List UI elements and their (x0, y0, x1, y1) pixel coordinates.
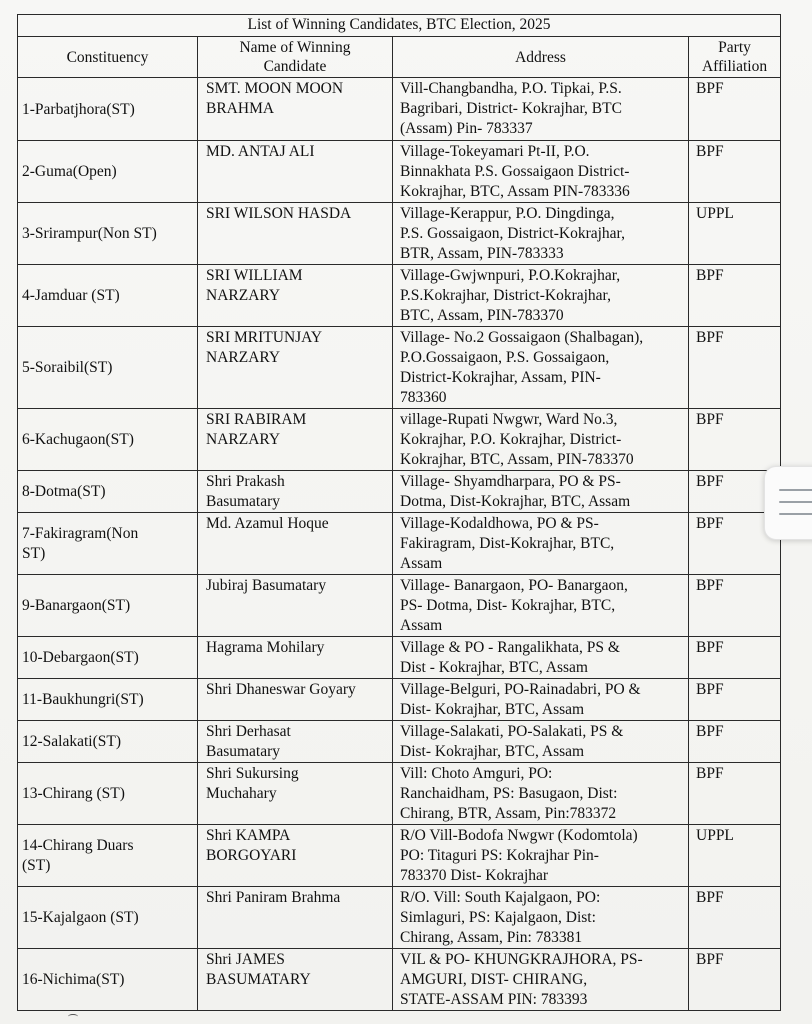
candidate-name-cell-line: Hagrama Mohilary (206, 639, 325, 656)
candidate-name-cell (198, 203, 393, 265)
address-cell-line: Simlaguri, PS: Kajalgaon, Dist: (400, 909, 596, 926)
candidate-name-cell-line: BASUMATARY (206, 971, 311, 988)
address-cell (393, 763, 689, 825)
constituency-cell (18, 721, 198, 763)
address-cell-line: Dist- Kokrajhar, BTC, Assam (400, 743, 585, 760)
candidate-name-cell-line: Basumatary (206, 493, 281, 510)
table-row (18, 763, 781, 825)
address-cell-line: Ranchaidham, PS: Basugaon, Dist: (400, 785, 618, 802)
candidate-name-cell-line: MD. ANTAJ ALI (206, 143, 315, 160)
header-party-line1: Party (718, 39, 751, 56)
candidate-name-cell-line: NARZARY (206, 287, 281, 304)
candidate-name-cell-line: Shri Dhaneswar Goyary (206, 681, 356, 698)
constituency-cell (18, 327, 198, 409)
constituency-cell-line: 10-Debargaon(ST) (22, 649, 139, 666)
constituency-cell (18, 887, 198, 949)
address-cell (393, 327, 689, 409)
party-cell: BPF (689, 679, 781, 721)
constituency-cell (18, 265, 198, 327)
constituency-cell (18, 949, 198, 1011)
constituency-cell (18, 409, 198, 471)
address-cell-line: R/O Vill-Bodofa Nwgwr (Kodomtola) (400, 827, 638, 844)
table-body (18, 78, 781, 1011)
header-name (198, 37, 393, 78)
address-cell (393, 949, 689, 1011)
table-row (18, 575, 781, 637)
address-cell (393, 265, 689, 327)
constituency-cell (18, 679, 198, 721)
candidate-name-cell (198, 409, 393, 471)
table-row (18, 721, 781, 763)
address-cell-line: Kokrajhar, BTC, Assam PIN-783336 (400, 183, 630, 200)
table-row (18, 513, 781, 575)
party-cell: BPF (689, 265, 781, 327)
candidate-name-cell-line: Jubiraj Basumatary (206, 577, 327, 594)
constituency-cell-line: 5-Soraibil(ST) (22, 359, 113, 376)
address-cell (393, 471, 689, 513)
address-cell (393, 679, 689, 721)
header-constituency: Constituency (18, 37, 198, 78)
address-cell-line: P.O.Gossaigaon, P.S. Gossaigaon, (400, 349, 610, 366)
constituency-cell (18, 203, 198, 265)
constituency-cell (18, 513, 198, 575)
address-cell-line: Village-Kodaldhowa, PO & PS- (400, 515, 599, 532)
address-cell-line: District-Kokrajhar, Assam, PIN- (400, 369, 601, 386)
party-cell: BPF (689, 409, 781, 471)
side-panel-handle[interactable] (764, 466, 812, 540)
address-cell-line: Village-Salakati, PO-Salakati, PS & (400, 723, 624, 740)
address-cell-line: Village-Gwjwnpuri, P.O.Kokrajhar, (400, 267, 621, 284)
address-cell (393, 78, 689, 141)
table-row (18, 409, 781, 471)
address-cell (393, 141, 689, 203)
header-name-line1: Name of Winning (239, 39, 351, 56)
table-row (18, 265, 781, 327)
address-cell-line: Dotma, Dist-Kokrajhar, BTC, Assam (400, 493, 631, 510)
candidate-name-cell-line: BORGOYARI (206, 847, 297, 864)
constituency-cell (18, 637, 198, 679)
address-cell-line: Assam (400, 555, 443, 572)
address-cell-line: 783360 (400, 389, 447, 406)
handle-line-icon (779, 513, 812, 515)
candidate-name-cell (198, 471, 393, 513)
address-cell (393, 721, 689, 763)
party-cell: BPF (689, 471, 781, 513)
candidate-name-cell (198, 949, 393, 1011)
constituency-cell-line: 7-Fakiragram(Non (22, 525, 139, 542)
winning-candidates-table (17, 14, 781, 1011)
constituency-cell (18, 141, 198, 203)
address-cell-line: Village-Tokeyamari Pt-II, P.O. (400, 143, 590, 160)
constituency-cell-line: 13-Chirang (ST) (22, 785, 125, 802)
address-cell-line: AMGURI, DIST- CHIRANG, (400, 971, 588, 988)
address-cell-line: Village- No.2 Gossaigaon (Shalbagan), (400, 329, 644, 346)
candidate-name-cell-line: Basumatary (206, 743, 281, 760)
candidate-name-cell-line: Shri KAMPA (206, 827, 291, 844)
party-cell: BPF (689, 887, 781, 949)
table-row (18, 825, 781, 887)
address-cell-line: Village-Belguri, PO-Rainadabri, PO & (400, 681, 641, 698)
party-cell: BPF (689, 637, 781, 679)
address-cell (393, 203, 689, 265)
candidate-name-cell-line: Shri JAMES (206, 951, 285, 968)
address-cell-line: Binnakhata P.S. Gossaigaon District- (400, 163, 630, 180)
candidate-name-cell (198, 327, 393, 409)
address-cell-line: Village- Shyamdharpara, PO & PS- (400, 473, 621, 490)
party-cell: BPF (689, 949, 781, 1011)
address-cell (393, 409, 689, 471)
constituency-cell-line: 14-Chirang Duars (22, 837, 134, 854)
table-row (18, 78, 781, 141)
address-cell-line: Chirang, BTR, Assam, Pin:783372 (400, 805, 617, 822)
candidate-name-cell (198, 575, 393, 637)
party-cell: BPF (689, 327, 781, 409)
address-cell-line: Vill: Choto Amguri, PO: (400, 765, 553, 782)
candidate-name-cell-line: SRI RABIRAM (206, 411, 307, 428)
address-cell-line: Bagribari, District- Kokrajhar, BTC (400, 100, 622, 117)
handle-line-icon (779, 501, 812, 503)
constituency-cell-line: 8-Dotma(ST) (22, 483, 106, 500)
table-row (18, 203, 781, 265)
handle-line-icon (779, 489, 812, 491)
address-cell-line: PS- Dotma, Dist- Kokrajhar, BTC, (400, 597, 616, 614)
address-cell-line: village-Rupati Nwgwr, Ward No.3, (400, 411, 618, 428)
address-cell-line: BTC, Assam, PIN-783370 (400, 307, 564, 324)
address-cell-line: Chirang, Assam, Pin: 783381 (400, 929, 583, 946)
address-cell-line: Dist- Kokrajhar, BTC, Assam (400, 701, 585, 718)
header-address: Address (393, 37, 689, 78)
constituency-cell-line: (ST) (22, 857, 51, 874)
candidate-name-cell (198, 887, 393, 949)
address-cell-line: Kokrajhar, P.O. Kokrajhar, District- (400, 431, 622, 448)
address-cell-line: P.S. Gossaigaon, District-Kokrajhar, (400, 225, 625, 242)
header-party-line2: Affiliation (701, 58, 768, 75)
candidate-name-cell-line: SRI MRITUNJAY (206, 329, 323, 346)
table-row (18, 637, 781, 679)
party-cell: BPF (689, 141, 781, 203)
address-cell-line: Assam (400, 617, 443, 634)
candidate-name-cell (198, 265, 393, 327)
candidate-name-cell-line: BRAHMA (206, 100, 275, 117)
candidate-name-cell-line: Shri Sukursing (206, 765, 299, 782)
table-row (18, 679, 781, 721)
candidate-name-cell-line: Shri Derhasat (206, 723, 291, 740)
constituency-cell-line: 4-Jamduar (ST) (22, 287, 120, 304)
table-row (18, 949, 781, 1011)
table-row (18, 887, 781, 949)
pen-mark (68, 1014, 78, 1019)
address-cell-line: Village-Kerappur, P.O. Dingdinga, (400, 205, 615, 222)
candidate-name-cell (198, 513, 393, 575)
candidate-name-cell-line: NARZARY (206, 349, 281, 366)
party-cell: UPPL (689, 203, 781, 265)
candidate-name-cell (198, 637, 393, 679)
address-cell-line: PO: Titaguri PS: Kokrajhar Pin- (400, 847, 599, 864)
address-cell-line: Village- Banargaon, PO- Banargaon, (400, 577, 628, 594)
candidate-name-cell-line: Shri Prakash (206, 473, 285, 490)
candidate-name-cell (198, 825, 393, 887)
candidate-name-cell-line: NARZARY (206, 431, 281, 448)
address-cell-line: 783370 Dist- Kokrajhar (400, 867, 549, 884)
address-cell-line: VIL & PO- KHUNGKRAJHORA, PS- (400, 951, 643, 968)
address-cell-line: Vill-Changbandha, P.O. Tipkai, P.S. (400, 80, 622, 97)
party-cell: BPF (689, 721, 781, 763)
constituency-cell-line: 6-Kachugaon(ST) (22, 431, 134, 448)
party-cell: BPF (689, 78, 781, 141)
constituency-cell (18, 471, 198, 513)
address-cell (393, 513, 689, 575)
party-cell: BPF (689, 763, 781, 825)
constituency-cell (18, 825, 198, 887)
candidate-name-cell-line: SRI WILSON HASDA (206, 205, 352, 222)
party-cell: UPPL (689, 825, 781, 887)
constituency-cell (18, 763, 198, 825)
address-cell-line: P.S.Kokrajhar, District-Kokrajhar, (400, 287, 611, 304)
candidate-name-cell (198, 141, 393, 203)
party-cell: BPF (689, 513, 781, 575)
constituency-cell (18, 78, 198, 141)
address-cell (393, 825, 689, 887)
address-cell-line: R/O. Vill: South Kajalgaon, PO: (400, 889, 601, 906)
address-cell (393, 637, 689, 679)
constituency-cell-line: 1-Parbatjhora(ST) (22, 100, 135, 118)
constituency-cell-line: 2-Guma(Open) (22, 163, 117, 180)
candidate-name-cell-line: Muchahary (206, 785, 277, 802)
address-cell-line: STATE-ASSAM PIN: 783393 (400, 991, 588, 1008)
constituency-cell (18, 575, 198, 637)
header-party (689, 37, 781, 78)
table-row (18, 471, 781, 513)
constituency-cell-line: ST) (22, 545, 46, 562)
table-title: List of Winning Candidates, BTC Election, 2025 (18, 15, 781, 37)
address-cell-line: BTR, Assam, PIN-783333 (400, 245, 564, 262)
candidate-name-cell (198, 721, 393, 763)
address-cell (393, 887, 689, 949)
table-row (18, 327, 781, 409)
candidate-name-cell-line: SMT. MOON MOON (206, 80, 344, 97)
address-cell (393, 575, 689, 637)
constituency-cell-line: 3-Srirampur(Non ST) (22, 225, 157, 242)
address-cell-line: Kokrajhar, BTC, Assam, PIN-783370 (400, 451, 634, 468)
candidate-name-cell-line: SRI WILLIAM (206, 267, 303, 284)
address-cell-line: Fakiragram, Dist-Kokrajhar, BTC, (400, 535, 615, 552)
candidate-name-cell-line: Shri Paniram Brahma (206, 889, 341, 906)
candidate-name-cell-line: Md. Azamul Hoque (206, 515, 329, 532)
constituency-cell-line: 12-Salakati(ST) (22, 733, 122, 750)
constituency-cell-line: 11-Baukhungri(ST) (22, 691, 144, 708)
constituency-cell-line: 16-Nichima(ST) (22, 971, 125, 988)
address-cell-line: (Assam) Pin- 783337 (400, 120, 533, 137)
table-row (18, 141, 781, 203)
header-name-line2: Candidate (263, 58, 327, 75)
address-cell-line: Village & PO - Rangalikhata, PS & (400, 639, 620, 656)
constituency-cell-line: 9-Banargaon(ST) (22, 597, 131, 614)
candidate-name-cell (198, 763, 393, 825)
address-cell-line: Dist - Kokrajhar, BTC, Assam (400, 659, 588, 676)
candidate-name-cell (198, 679, 393, 721)
candidate-name-cell (198, 78, 393, 141)
party-cell: BPF (689, 575, 781, 637)
constituency-cell-line: 15-Kajalgaon (ST) (22, 909, 139, 926)
